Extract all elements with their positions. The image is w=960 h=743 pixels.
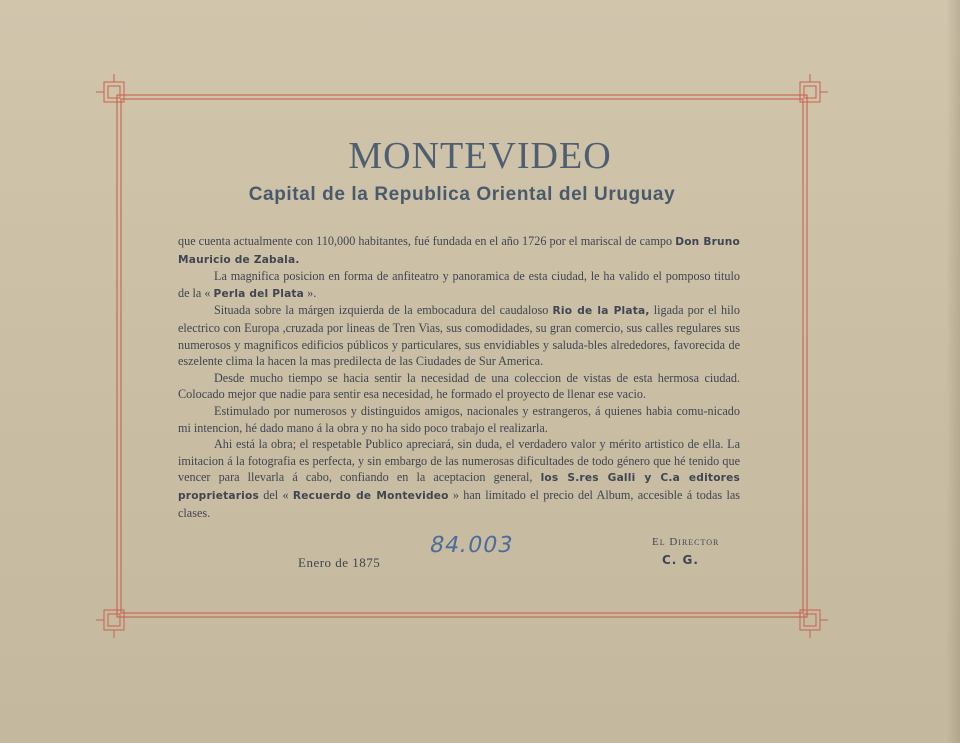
paragraph-text: ».	[304, 285, 317, 300]
paragraph-3	[178, 302, 740, 369]
corner-ornament-bottom-right	[800, 610, 828, 638]
paragraph-text: Situada sobre la márgen izquierda de la embocadura del caudaloso	[214, 303, 553, 318]
paragraph-6	[178, 436, 740, 521]
paragraph-text: ligada por el hilo electrico con Europa ,cruzada por lineas de Tren Vias, sus comodidades, su gran comercio, sus calles regulares sus numerosos y magnificos edificios públicos y particulares, sus envidiables y saluda-bles alrededores, favorecida de eszelente clima la hacen la mas predilecta de las Ciudades de Sur America.	[178, 303, 740, 369]
album-title: Recuerdo de Montevideo	[292, 489, 449, 502]
date-line: Enero de 1875	[298, 555, 381, 570]
corner-ornament-top-left	[96, 74, 124, 102]
corner-ornament-top-right	[800, 74, 828, 102]
paragraph-5: Estimulado por numerosos y distinguidos amigos, nacionales y estrangeros, á quienes habia comu-nicado mi intencion, hé dado mano á la obra y no ha sido poco trabajo el realizarla.	[178, 403, 740, 435]
director-label: El Director	[652, 536, 720, 548]
founder-name: Don Bruno Mauricio de Zabala.	[178, 236, 740, 266]
paragraph-text: Ahi está la obra; el respetable Publico apreciará, sin duda, el verdadero valor y mérito artistico de ella. La imitacion á la fotografia es perfecta, y sin embargo de las numerosas dificultades de todo género que hé tenido que vencer para llevarla á cabo, confiando en la aceptacion general,	[178, 437, 740, 485]
publisher-name: los S.res Galli y C.a editores proprietarios	[178, 472, 740, 502]
paragraph-2	[178, 268, 740, 302]
handwritten-catalog-number: 84.003	[427, 533, 516, 558]
river-name: Rio de la Plata,	[552, 305, 650, 318]
paragraph-text: del «	[258, 487, 293, 502]
director-initials: C. G.	[662, 553, 699, 567]
nickname-text: Perla del Plata	[213, 287, 305, 300]
paragraph-text: » han limitado el precio del Album, accesible á todas las clases.	[178, 487, 740, 520]
corner-ornament-bottom-left	[96, 610, 124, 638]
document-title: MONTEVIDEO	[348, 135, 612, 177]
body-text	[178, 233, 740, 521]
paragraph-4: Desde mucho tiempo se hacia sentir la necesidad de una coleccion de vistas de esta hermosa ciudad. Colocado mejor que nadie para sentir esa necesidad, he formado el proyecto de llenar ese vacio.	[178, 370, 740, 402]
paragraph-text: La magnifica posicion en forma de anfiteatro y panoramica de esta ciudad, le ha valido el pomposo titulo de la «	[178, 269, 740, 300]
document-subtitle: Capital de la Republica Oriental del Uruguay	[248, 184, 676, 205]
paragraph-text: que cuenta actualmente con 110,000 habitantes, fué fundada en el año 1726 por el mariscal de campo	[178, 234, 676, 248]
paragraph-1	[178, 233, 740, 268]
